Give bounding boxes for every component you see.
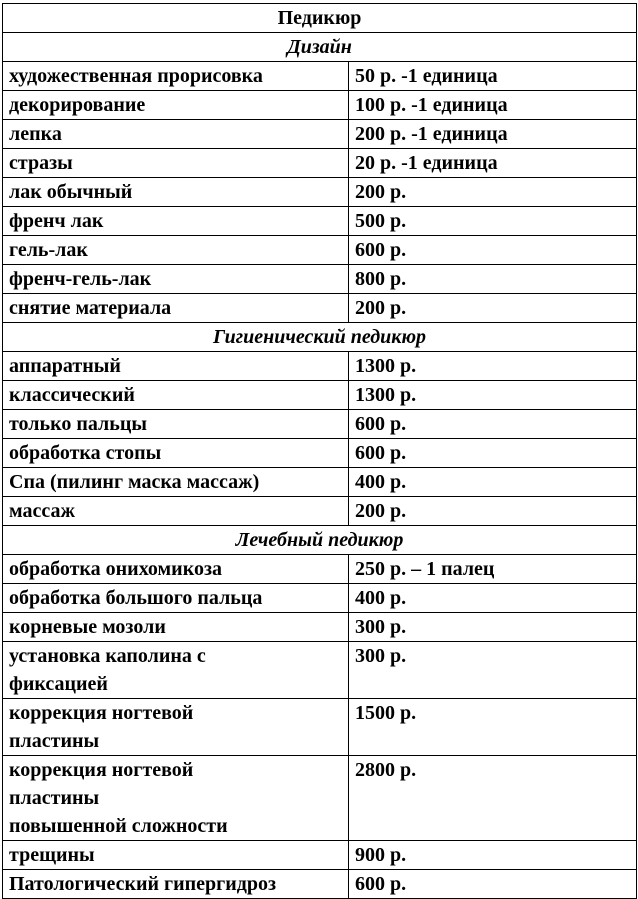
service-name: лак обычный	[9, 181, 133, 203]
price-cell	[349, 584, 637, 613]
table-row	[3, 584, 637, 613]
service-name: декорирование	[9, 94, 146, 116]
service-name: френч-гель-лак	[9, 268, 152, 290]
service-name: гель-лак	[9, 239, 88, 261]
service-price: 50 р. -1 единица	[355, 65, 498, 87]
service-name-cell	[3, 699, 349, 756]
table-row	[3, 352, 637, 381]
service-name: Патологический гипергидроз	[9, 873, 277, 895]
service-price: 1300 р.	[355, 384, 417, 406]
table-row	[3, 120, 637, 149]
service-price: 600 р.	[355, 239, 407, 261]
service-price: 200 р. -1 единица	[355, 123, 508, 145]
service-price: 200 р.	[355, 297, 407, 319]
service-name-cell	[3, 841, 349, 870]
service-name: корневые мозоли	[9, 616, 166, 638]
table-row	[3, 91, 637, 120]
price-cell	[349, 699, 637, 756]
table-row	[3, 870, 637, 899]
service-name: обработка онихомикоза	[9, 558, 222, 580]
service-name: обработка стопы	[9, 442, 162, 464]
table-row	[3, 468, 637, 497]
service-price: 900 р.	[355, 844, 407, 866]
service-price: 300 р.	[355, 616, 407, 638]
price-list-table	[2, 3, 637, 899]
service-price: 200 р.	[355, 181, 407, 203]
service-name: лепка	[9, 123, 62, 145]
service-name: трещины	[9, 844, 95, 866]
table-row	[3, 149, 637, 178]
price-cell	[349, 178, 637, 207]
service-name-cell	[3, 870, 349, 899]
table-row	[3, 236, 637, 265]
section-header-row	[3, 526, 637, 555]
price-cell	[349, 870, 637, 899]
price-cell	[349, 120, 637, 149]
service-name-cell	[3, 149, 349, 178]
price-cell	[349, 756, 637, 841]
table-row	[3, 207, 637, 236]
table-row	[3, 841, 637, 870]
service-name-cell	[3, 642, 349, 699]
service-name-cell	[3, 555, 349, 584]
service-name-cell	[3, 207, 349, 236]
service-name: аппаратный	[9, 355, 121, 377]
price-cell	[349, 555, 637, 584]
service-price: 250 р. – 1 палец	[355, 558, 495, 580]
service-name: снятие материала	[9, 297, 172, 319]
table-row	[3, 410, 637, 439]
service-name-cell	[3, 439, 349, 468]
price-cell	[349, 410, 637, 439]
service-price: 200 р.	[355, 500, 407, 522]
service-name: обработка большого пальца	[9, 587, 263, 609]
section-header-row	[3, 323, 637, 352]
service-name-cell	[3, 613, 349, 642]
service-name: классический	[9, 384, 135, 406]
service-price: 600 р.	[355, 873, 407, 895]
service-name-cell	[3, 756, 349, 841]
service-name: коррекция ногтевой пластины	[9, 702, 194, 752]
service-name-cell	[3, 497, 349, 526]
price-list-title: Педикюр	[3, 4, 637, 33]
price-cell	[349, 62, 637, 91]
service-name-cell	[3, 265, 349, 294]
price-cell	[349, 294, 637, 323]
service-name: френч лак	[9, 210, 104, 232]
table-row	[3, 265, 637, 294]
service-price: 400 р.	[355, 587, 407, 609]
table-row	[3, 178, 637, 207]
service-price: 20 р. -1 единица	[355, 152, 498, 174]
service-price: 300 р.	[355, 645, 407, 667]
price-cell	[349, 468, 637, 497]
service-name-cell	[3, 294, 349, 323]
service-name: стразы	[9, 152, 73, 174]
service-name: художественная прорисовка	[9, 65, 263, 87]
price-cell	[349, 149, 637, 178]
price-cell	[349, 497, 637, 526]
price-cell	[349, 91, 637, 120]
table-row	[3, 555, 637, 584]
service-name: только пальцы	[9, 413, 147, 435]
section-heading: Гигиенический педикюр	[3, 323, 637, 352]
service-price: 1300 р.	[355, 355, 417, 377]
price-cell	[349, 207, 637, 236]
table-row	[3, 699, 637, 756]
table-row	[3, 381, 637, 410]
section-heading: Лечебный педикюр	[3, 526, 637, 555]
table-row	[3, 642, 637, 699]
service-price: 500 р.	[355, 210, 407, 232]
service-name-cell	[3, 120, 349, 149]
service-name: Спа (пилинг маска массаж)	[9, 471, 260, 493]
price-cell	[349, 236, 637, 265]
service-name-cell	[3, 410, 349, 439]
service-price: 600 р.	[355, 442, 407, 464]
service-name: коррекция ногтевой пластины повышенной сложности	[9, 759, 228, 837]
service-price: 100 р. -1 единица	[355, 94, 508, 116]
service-name-cell	[3, 62, 349, 91]
price-cell	[349, 642, 637, 699]
service-name: установка каполина с фиксацией	[9, 645, 206, 695]
price-cell	[349, 439, 637, 468]
service-name-cell	[3, 584, 349, 613]
price-cell	[349, 381, 637, 410]
service-name-cell	[3, 236, 349, 265]
service-name-cell	[3, 352, 349, 381]
price-cell	[349, 265, 637, 294]
price-cell	[349, 841, 637, 870]
section-heading: Дизайн	[3, 33, 637, 62]
table-row	[3, 613, 637, 642]
service-price: 600 р.	[355, 413, 407, 435]
price-cell	[349, 613, 637, 642]
service-name: массаж	[9, 500, 75, 522]
title-row	[3, 4, 637, 33]
service-name-cell	[3, 91, 349, 120]
price-cell	[349, 352, 637, 381]
service-name-cell	[3, 468, 349, 497]
table-row	[3, 294, 637, 323]
service-price: 400 р.	[355, 471, 407, 493]
service-name-cell	[3, 178, 349, 207]
service-name-cell	[3, 381, 349, 410]
table-row	[3, 756, 637, 841]
table-row	[3, 497, 637, 526]
table-row	[3, 62, 637, 91]
table-row	[3, 439, 637, 468]
service-price: 800 р.	[355, 268, 407, 290]
section-header-row	[3, 33, 637, 62]
service-price: 1500 р.	[355, 702, 417, 724]
service-price: 2800 р.	[355, 759, 417, 781]
price-list-body	[3, 4, 637, 899]
